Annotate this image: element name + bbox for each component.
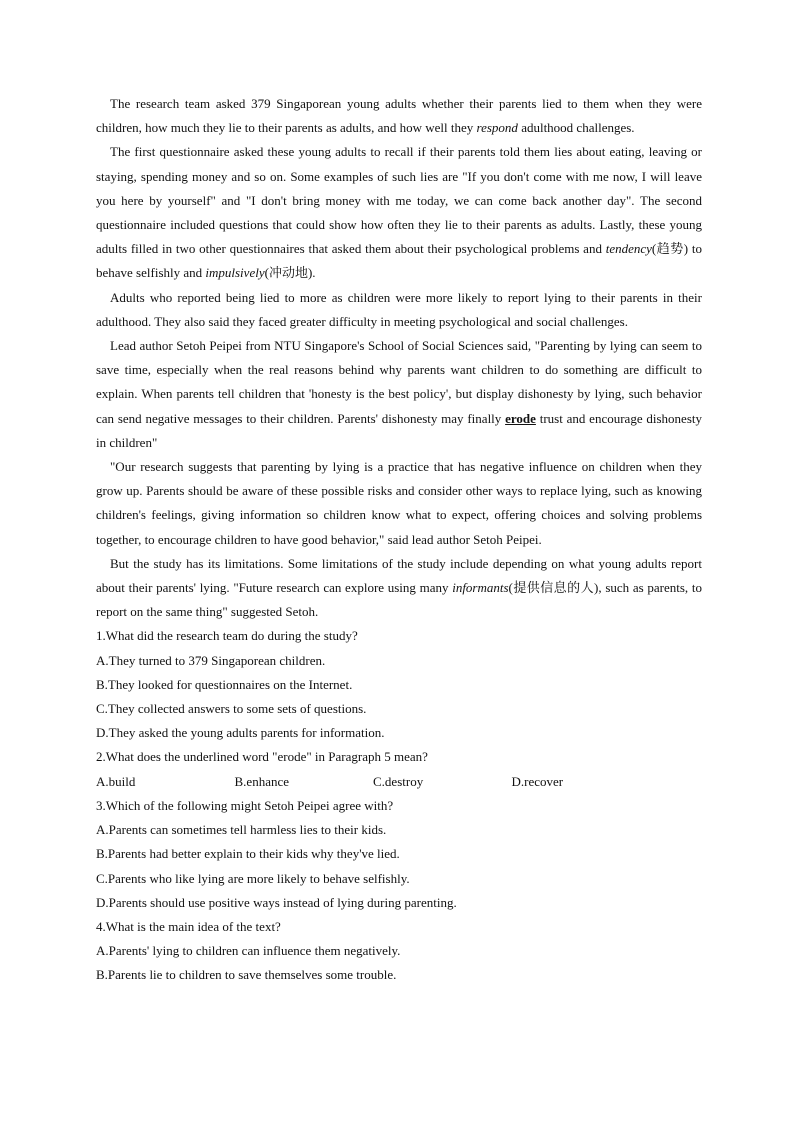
question-stem: 3.Which of the following might Setoh Peipei agree with? (96, 797, 394, 813)
paragraph-5 (96, 455, 702, 552)
text-run: The first questionnaire asked these young adults to recall if their parents told them lies about eating, leaving or staying, spending money and so on. Some examples of such lies are "If you don't come with me now, I will leave you here by yourself" and "I don't bring money with me today, we can come back another day". The second questionnaire included questions that could show how often they lie to their parents as adults. Lastly, these young adults filled in two other questionnaires that asked them about their psychological problems and (96, 144, 702, 257)
option-d: D.recover (511, 773, 564, 789)
question-2 (96, 745, 702, 793)
option-d: D.They asked the young adults parents for information. (96, 725, 385, 741)
question-4 (96, 915, 702, 988)
option-a: A.They turned to 379 Singaporean children. (96, 652, 326, 668)
option-a: A.build (96, 773, 136, 789)
italic-term: respond (476, 120, 518, 136)
option-c: C.Parents who like lying are more likely to behave selfishly. (96, 870, 410, 886)
question-stem: 2.What does the underlined word "erode" in Paragraph 5 mean? (96, 749, 428, 765)
paragraph-2 (96, 140, 702, 285)
option-b: B.enhance (234, 773, 290, 789)
text-run: Lead author Setoh Peipei from NTU Singapore's School of Social Sciences said, "Parenting by lying can seem to save time, especially when the real reasons behind why parents want children to do something are difficult to explain. When parents tell children that 'honesty is the best policy', but display dishonesty by lying, such behavior can send negative messages to their children. Parents' dishonesty may finally (96, 338, 702, 426)
paragraph-4 (96, 334, 702, 455)
question-1 (96, 624, 702, 745)
italic-term: informants (452, 580, 509, 596)
option-a: A.Parents can sometimes tell harmless lies to their kids. (96, 822, 387, 838)
option-d: D.Parents should use positive ways instead of lying during parenting. (96, 894, 457, 910)
text-run: Adults who reported being lied to more as children were more likely to report lying to their parents in their adulthood. They also said they faced greater difficulty in meeting psychological and social challenges. (96, 289, 702, 329)
option-a: A.Parents' lying to children can influence them negatively. (96, 943, 401, 959)
text-run: (冲动地). (264, 265, 316, 281)
options-row (96, 770, 702, 794)
paragraph-1 (96, 92, 702, 140)
text-run: (趋势) to behave selfishly and (96, 241, 702, 281)
paragraph-6 (96, 552, 702, 625)
question-3 (96, 794, 702, 915)
question-stem: 4.What is the main idea of the text? (96, 918, 281, 934)
question-stem: 1.What did the research team do during the study? (96, 628, 358, 644)
text-run: The research team asked 379 Singaporean young adults whether their parents lied to them when they were children, how much they lie to their parents as adults, and how well they (96, 96, 702, 136)
text-run: trust and encourage dishonesty in children" (96, 410, 702, 450)
option-c: C.They collected answers to some sets of questions. (96, 701, 367, 717)
text-run: (提供信息的人), such as parents, to report on the same thing" suggested Setoh. (96, 580, 702, 620)
text-run: But the study has its limitations. Some limitations of the study include depending on what young adults report about their parents' lying. "Future research can explore using many (96, 555, 702, 596)
option-b: B.They looked for questionnaires on the Internet. (96, 676, 353, 692)
paragraph-3 (96, 286, 702, 334)
option-b: B.Parents had better explain to their kids why they've lied. (96, 846, 400, 862)
italic-term: tendency (605, 241, 652, 257)
text-run: "Our research suggests that parenting by lying is a practice that has negative influence on children when they grow up. Parents should be aware of these possible risks and consider other ways to replace lying, such as knowing children's feelings, giving information so children know what to expect, offering choices and solving problems together, to encourage children to have good behavior," said lead author Setoh Peipei. (96, 459, 702, 547)
option-b: B.Parents lie to children to save themselves some trouble. (96, 967, 397, 983)
text-run: adulthood challenges. (517, 120, 635, 136)
option-c: C.destroy (373, 773, 424, 789)
italic-term: impulsively (205, 265, 265, 281)
reading-passage-page (96, 92, 702, 988)
underlined-word: erode (505, 410, 536, 426)
